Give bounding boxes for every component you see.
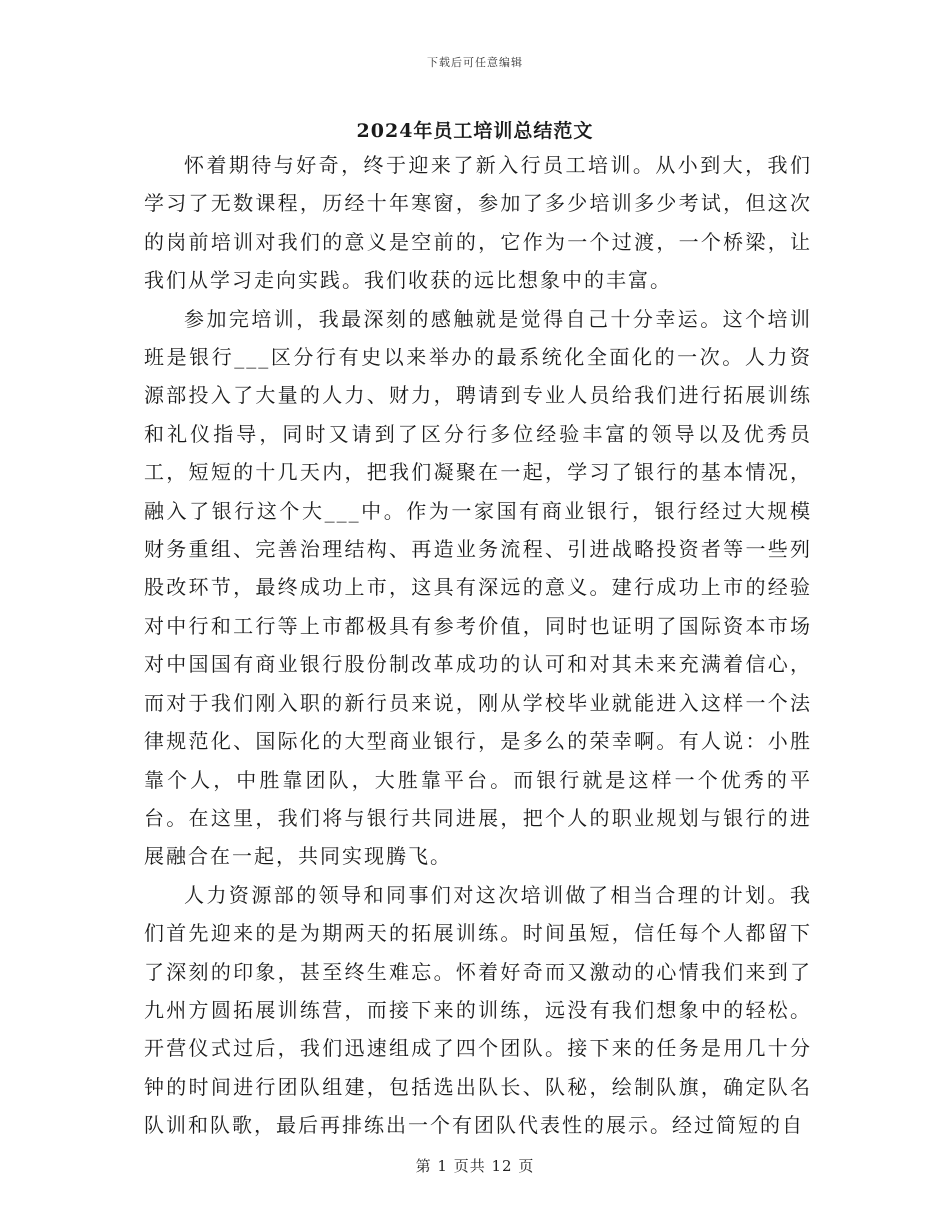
paragraph: 怀着期待与好奇，终于迎来了新入行员工培训。从小到大，我们学习了无数课程，历经十年寒窗，参加了多少培训多少考试，但这次的岗前培训对我们的意义是空前的，它作为一个过渡，一个桥梁，让我们从学习走向实践。我们收获的远比想象中的丰富。 [144, 153, 812, 293]
page-number: 第 1 页共 12 页 [415, 1157, 535, 1175]
document-title: 2024年员工培训总结范文 [356, 120, 594, 142]
document-body [144, 146, 812, 1145]
paragraph: 人力资源部的领导和同事们对这次培训做了相当合理的计划。我们首先迎来的是为期两天的拓展训练。时间虽短，信任每个人都留下了深刻的印象，甚至终生难忘。怀着好奇而又激动的心情我们来到了九州方圆拓展训练营，而接下来的训练，远没有我们想象中的轻松。开营仪式过后，我们迅速组成了四个团队。接下来的任务是用几十分钟的时间进行团队组建，包括选出队长、队秘，绘制队旗，确定队名队训和队歌，最后再排练出一个有团队代表性的展示。经过简短的自 [144, 882, 812, 1138]
paragraph: 参加完培训，我最深刻的感触就是觉得自己十分幸运。这个培训班是银行___区分行有史以来举办的最系统化全面化的一次。人力资源部投入了大量的人力、财力，聘请到专业人员给我们进行拓展训练和礼仪指导，同时又请到了区分行多位经验丰富的领导以及优秀员工，短短的十几天内，把我们凝聚在一起，学习了银行的基本情况，融入了银行这个大___中。作为一家国有商业银行，银行经过大规模财务重组、完善治理结构、再造业务流程、引进战略投资者等一些列股改环节，最终成功上市，这具有深远的意义。建行成功上市的经验对中行和工行等上市都极具有参考价值，同时也证明了国际资本市场对中国国有商业银行股份制改革成功的认可和对其未来充满着信心，而对于我们刚入职的新行员来说，刚从学校毕业就能进入这样一个法律规范化、国际化的大型商业银行，是多么的荣幸啊。有人说：小胜靠个人，中胜靠团队，大胜靠平台。而银行就是这样一个优秀的平台。在这里，我们将与银行共同进展，把个人的职业规划与银行的进展融合在一起，共同实现腾飞。 [144, 306, 812, 869]
page-header-note: 下载后可任意编辑 [427, 56, 523, 69]
